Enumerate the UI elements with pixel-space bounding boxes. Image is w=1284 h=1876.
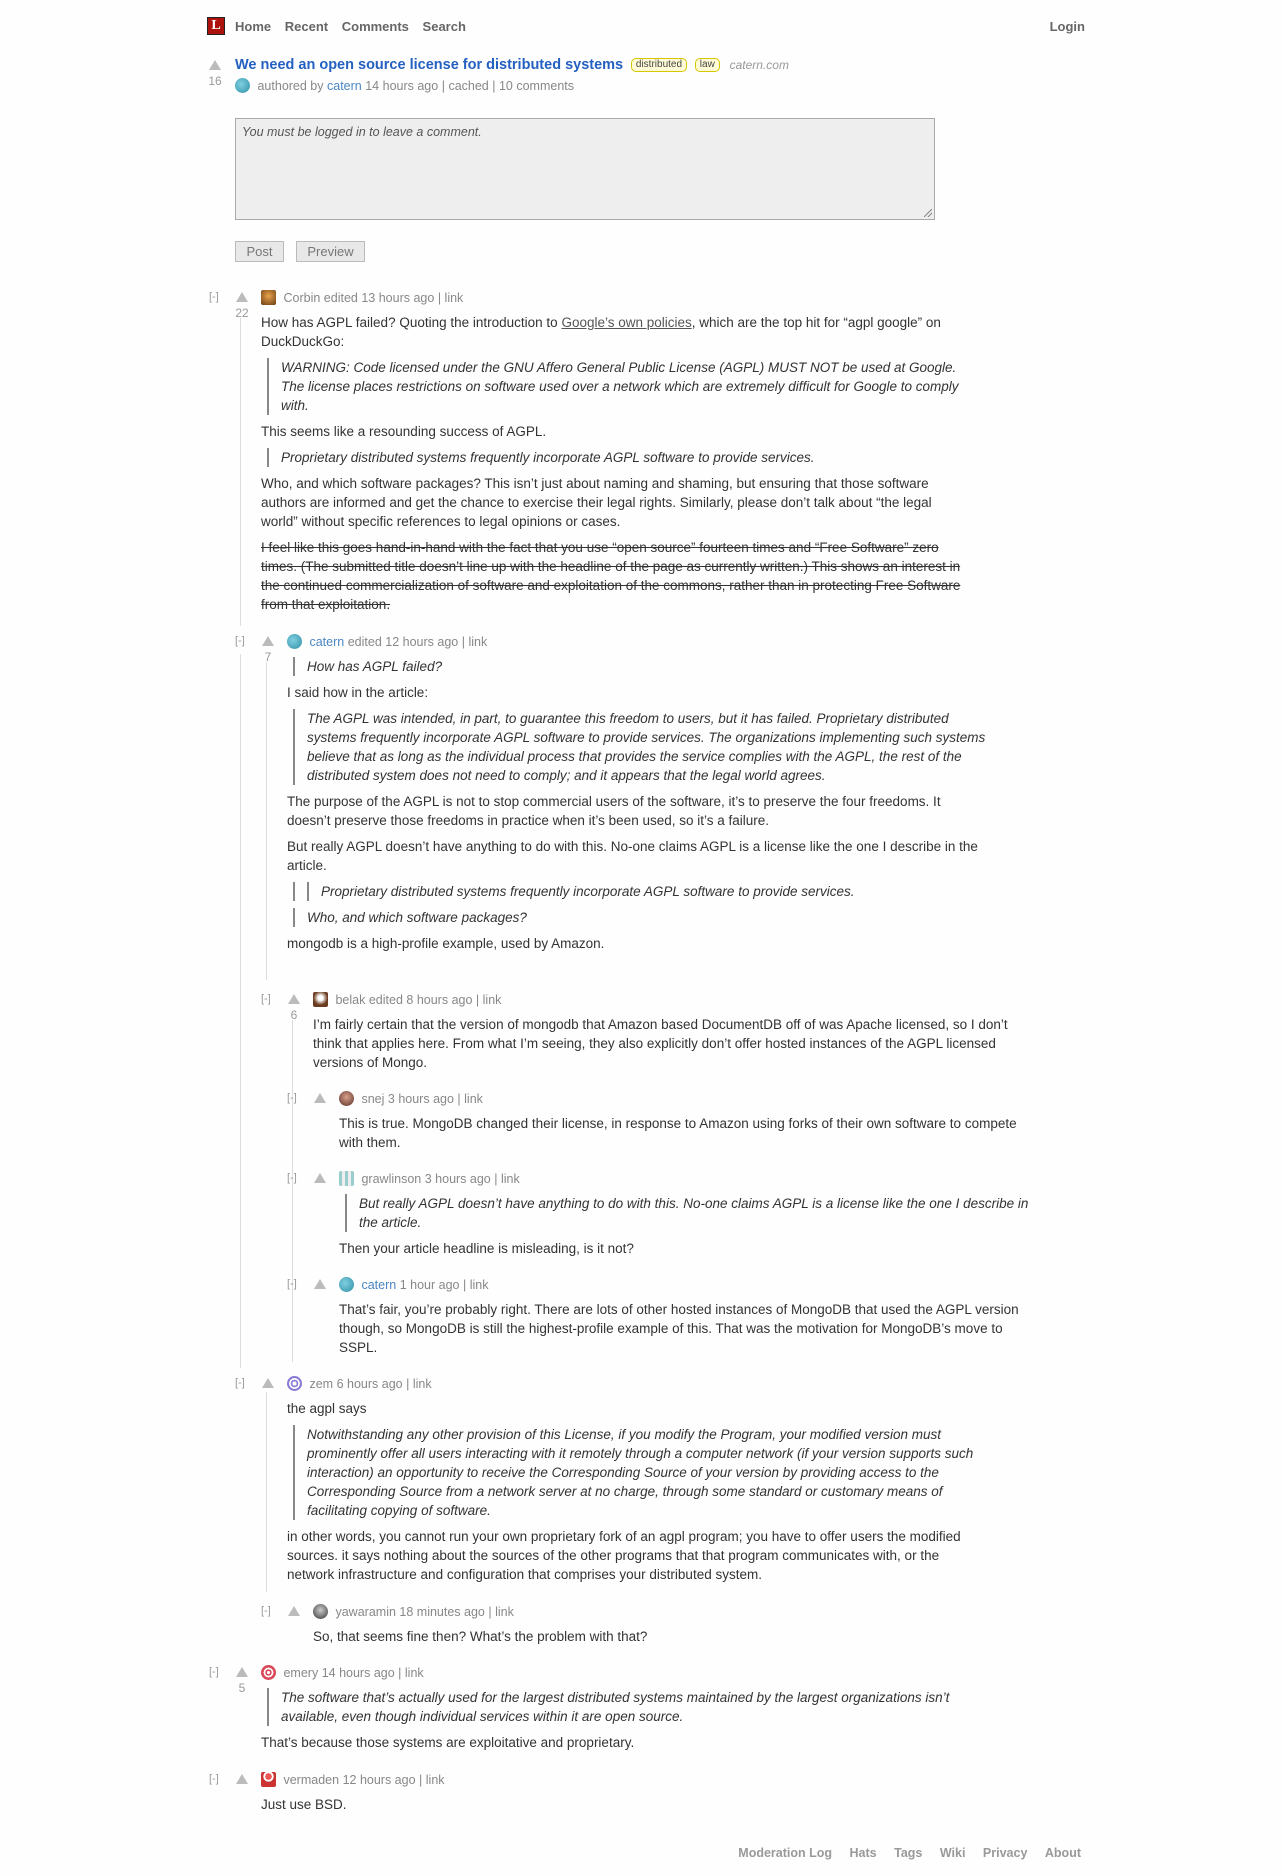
comment-vote <box>312 1091 328 1106</box>
quote: The software that’s actually used for the largest distributed systems maintained by the largest organizations isn’t available, even though individual services within it are open source. <box>267 1688 961 1726</box>
comment-author[interactable]: catern <box>361 1278 397 1292</box>
comment-text: But really AGPL doesn’t have anything to do with this. No-one claims AGPL is a license like the one I describe in the article. <box>287 839 978 873</box>
comment-time: 6 hours ago <box>336 1377 403 1391</box>
comment-text: This seems like a resounding success of AGPL. <box>261 424 547 439</box>
collapse-toggle[interactable]: [-] <box>209 291 219 303</box>
upvote-arrow-icon[interactable] <box>209 60 221 70</box>
upvote-arrow-icon[interactable] <box>314 1173 326 1183</box>
comment-score: 6 <box>290 1008 298 1022</box>
comment-text: Then your article headline is misleading, is it not? <box>339 1241 634 1256</box>
upvote-arrow-icon[interactable] <box>236 1667 248 1677</box>
comment-byline <box>287 1376 432 1391</box>
comment-author[interactable]: catern <box>309 635 345 649</box>
comment-text: mongodb is a high-profile example, used by Amazon. <box>287 936 605 951</box>
quote: Proprietary distributed systems frequently incorporate AGPL software to provide services. <box>307 882 987 901</box>
avatar[interactable] <box>261 1772 276 1787</box>
quote: WARNING: Code licensed under the GNU Affero General Public License (AGPL) MUST NOT be used at Google. The license places restrictions on software used over a network which are extremely difficult for Google to comply with. <box>267 358 961 415</box>
footer-about[interactable]: About <box>1044 1846 1081 1860</box>
footer-wiki[interactable]: Wiki <box>939 1846 966 1860</box>
separator: | <box>492 79 496 93</box>
avatar[interactable] <box>287 1376 302 1391</box>
quote: Notwithstanding any other provision of this License, if you modify the Program, your modified version must prominently offer all users interacting with it remotely through a computer network (if your version supports such interaction) an opportunity to receive the Corresponding Source of your version by providing access to the Corresponding Source from a network server at no charge, through some standard or customary means of facilitating copying of software. <box>293 1425 987 1520</box>
collapse-toggle[interactable]: [-] <box>235 1377 245 1389</box>
resize-grip-icon[interactable] <box>924 209 932 217</box>
comment-author[interactable]: emery <box>283 1666 319 1680</box>
comment-author[interactable]: yawaramin <box>335 1605 396 1619</box>
separator: | <box>398 1666 402 1680</box>
comment-time: 1 hour ago <box>399 1278 460 1292</box>
comment-text: I’m fairly certain that the version of mongodb that Amazon based DocumentDB off of was Apache licensed, so I don’t think that applies here. From what I’m seeing, they also explicitly don’t offer hosted instances of the AGPL licensed versions of Mongo. <box>313 1017 1008 1070</box>
comment-vote <box>312 1277 328 1292</box>
comment-vote <box>286 1604 302 1619</box>
comment-vote <box>260 634 276 664</box>
permalink[interactable]: link <box>444 291 464 305</box>
comment-byline <box>339 1277 488 1292</box>
comment-time: 18 minutes ago <box>399 1605 485 1619</box>
nav-home[interactable]: Home <box>235 19 272 34</box>
separator: | <box>461 635 465 649</box>
comment-author[interactable]: zem <box>309 1377 334 1391</box>
comment-placeholder: You must be logged in to leave a comment. <box>242 125 482 139</box>
preview-button[interactable]: Preview <box>296 241 365 262</box>
tag-distributed[interactable]: distributed <box>631 58 687 72</box>
permalink[interactable]: link <box>425 1773 445 1787</box>
collapse-toggle[interactable]: [-] <box>209 1666 219 1678</box>
comment-body <box>339 1114 1039 1159</box>
comment-time: 14 hours ago <box>321 1666 395 1680</box>
upvote-arrow-icon[interactable] <box>288 994 300 1004</box>
separator: | <box>406 1377 410 1391</box>
avatar[interactable] <box>339 1171 354 1186</box>
comment-text: in other words, you cannot run your own proprietary fork of an agpl program; you have to offer users the modified sources. it says nothing about the sources of the other programs that that program communicates with, or the network infrastructure and configuration that comprises your distributed system. <box>287 1529 961 1582</box>
permalink[interactable]: link <box>404 1666 424 1680</box>
quote: Who, and which software packages? <box>293 908 987 927</box>
comment-time: 3 hours ago <box>424 1172 491 1186</box>
permalink[interactable]: link <box>500 1172 520 1186</box>
footer-privacy[interactable]: Privacy <box>982 1846 1028 1860</box>
quote: How has AGPL failed? <box>293 657 987 676</box>
permalink[interactable]: link <box>469 1278 489 1292</box>
comment-byline <box>313 1604 514 1619</box>
comment-body <box>313 1627 1013 1653</box>
thread-line <box>240 318 241 626</box>
story-domain[interactable]: catern.com <box>729 58 789 72</box>
comment-textarea[interactable] <box>235 118 935 220</box>
separator: | <box>488 1605 492 1619</box>
comment-byline <box>261 1665 424 1680</box>
avatar[interactable] <box>235 78 250 93</box>
header <box>207 17 1085 37</box>
collapse-toggle[interactable]: [-] <box>261 1605 271 1617</box>
upvote-arrow-icon[interactable] <box>314 1093 326 1103</box>
upvote-arrow-icon[interactable] <box>314 1279 326 1289</box>
comment-time: 12 hours ago <box>342 1773 416 1787</box>
comment-byline <box>339 1091 483 1106</box>
comment-text: the agpl says <box>287 1401 367 1416</box>
collapse-toggle[interactable]: [-] <box>261 993 271 1005</box>
story-time: 14 hours ago <box>365 79 439 93</box>
quote: But really AGPL doesn’t have anything to do with this. No-one claims AGPL is a license like the one I describe in the article. <box>345 1194 1039 1232</box>
story-title-row <box>235 57 789 73</box>
comment-text: That’s because those systems are exploitative and proprietary. <box>261 1735 635 1750</box>
edited-label: edited <box>368 993 403 1007</box>
struck-text: I feel like this goes hand-in-hand with the fact that you use “open source” fourteen times and “Free Software” zero times. (The submitted title doesn’t line up with the headline of the page as currently written.) This shows an interest in the continued commercialization of software and exploitation of the commons, rather than in protecting Free Software from that exploitation. <box>261 540 961 612</box>
collapse-toggle[interactable]: [-] <box>235 635 245 647</box>
quote: Proprietary distributed systems frequently incorporate AGPL software to provide services. <box>267 448 961 467</box>
footer <box>724 1846 1081 1860</box>
story-author[interactable]: catern <box>327 79 362 93</box>
comment-body <box>339 1194 1039 1265</box>
permalink[interactable]: link <box>468 635 488 649</box>
main-nav <box>235 19 476 34</box>
comment-byline <box>313 992 501 1007</box>
comment-vote <box>260 1376 276 1391</box>
thread-line <box>266 1392 267 1592</box>
authored-by-label: authored by <box>257 79 324 93</box>
quote: The AGPL was intended, in part, to guarantee this freedom to users, but it has failed. Proprietary distributed systems frequently incorporate AGPL software to provide services. The organizations implementing such systems believe that as long as the individual process that provides the service complies with the AGPL, the rest of the distributed system does not need to comply; and it appears that the legal world agrees. <box>293 709 987 785</box>
comment-score: 7 <box>264 650 272 664</box>
tag-law[interactable]: law <box>695 58 720 72</box>
nested-quote <box>293 882 987 901</box>
comment-body <box>287 1399 987 1591</box>
comment-body <box>261 1688 961 1759</box>
edited-label: edited <box>347 635 382 649</box>
separator: | <box>419 1773 423 1787</box>
separator: | <box>475 993 480 1007</box>
avatar[interactable] <box>313 992 328 1007</box>
comment-vote <box>234 1772 250 1787</box>
comment-vote <box>286 992 302 1022</box>
cached-link[interactable]: cached <box>448 79 489 93</box>
upvote-arrow-icon[interactable] <box>236 1774 248 1784</box>
thread-line <box>240 654 241 1368</box>
nav-recent[interactable]: Recent <box>284 19 329 34</box>
comment-time: 8 hours ago <box>406 993 473 1007</box>
thread-line <box>292 1300 293 1362</box>
comment-body <box>339 1300 1044 1364</box>
nav-comments[interactable]: Comments <box>341 19 409 34</box>
comment-vote <box>312 1171 328 1186</box>
story-vote <box>207 58 223 88</box>
comment-score: 5 <box>238 1681 246 1695</box>
comment-author[interactable]: Corbin <box>283 291 321 305</box>
site-logo[interactable]: L <box>207 17 225 35</box>
comment-body <box>287 657 987 960</box>
comment-text: Just use BSD. <box>261 1797 347 1812</box>
comment-author[interactable]: belak <box>335 993 366 1007</box>
permalink[interactable]: link <box>464 1092 483 1106</box>
comment-author[interactable]: grawlinson <box>361 1172 422 1186</box>
comment-text: The purpose of the AGPL is not to stop commercial users of the software, it’s to preserve the four freedoms. It doesn’t preserve those freedoms in practice when it’s been used, so it’s a failure. <box>287 794 941 828</box>
comment-time: 3 hours ago <box>387 1092 454 1106</box>
avatar[interactable] <box>339 1277 354 1292</box>
separator: | <box>457 1092 461 1106</box>
comment-author[interactable]: snej <box>361 1092 385 1106</box>
avatar[interactable] <box>261 1665 276 1680</box>
avatar[interactable] <box>313 1604 328 1619</box>
comment-byline <box>261 290 463 305</box>
nav-search[interactable]: Search <box>422 19 466 34</box>
comment-text: This is true. MongoDB changed their license, in response to Amazon using forks of their own software to compete with them. <box>339 1116 1017 1150</box>
comment-byline <box>339 1171 520 1186</box>
post-button[interactable]: Post <box>235 241 284 262</box>
story-title-link[interactable]: We need an open source license for distributed systems <box>235 57 624 73</box>
upvote-arrow-icon[interactable] <box>236 292 248 302</box>
thread-line <box>292 1180 293 1258</box>
collapse-toggle[interactable]: [-] <box>287 1092 297 1104</box>
separator: | <box>441 79 445 93</box>
thread-line <box>292 1100 293 1160</box>
comment-author[interactable]: vermaden <box>283 1773 340 1787</box>
comment-vote <box>234 290 250 320</box>
comment-text: That’s fair, you’re probably right. There are lots of other hosted instances of MongoDB that used the AGPL version though, so MongoDB is still the highest-profile example of this. That was the motivation for MongoDB’s move to SSPL. <box>339 1302 1019 1355</box>
upvote-arrow-icon[interactable] <box>262 1378 274 1388</box>
separator: | <box>437 291 442 305</box>
footer-hats[interactable]: Hats <box>849 1846 877 1860</box>
separator: | <box>494 1172 498 1186</box>
google-policies-link[interactable]: Google’s own policies <box>561 315 692 330</box>
avatar[interactable] <box>287 634 302 649</box>
comment-score: 22 <box>235 306 249 320</box>
avatar[interactable] <box>339 1091 354 1106</box>
story-score: 16 <box>208 74 222 88</box>
comment-time: 13 hours ago <box>361 291 435 305</box>
comment-body <box>313 1015 1038 1079</box>
collapse-toggle[interactable]: [-] <box>287 1172 297 1184</box>
comment-text: , which are the top hit for “agpl google” on DuckDuckGo: <box>261 315 941 349</box>
comment-time: 12 hours ago <box>385 635 459 649</box>
comment-byline <box>261 1772 445 1787</box>
permalink[interactable]: link <box>412 1377 432 1391</box>
collapse-toggle[interactable]: [-] <box>287 1278 297 1290</box>
comment-byline <box>287 634 487 649</box>
comment-text: I said how in the article: <box>287 685 429 700</box>
thread-line <box>266 662 267 980</box>
comment-body <box>261 1795 961 1821</box>
comment-text: How has AGPL failed? Quoting the introduction to <box>261 315 562 330</box>
permalink[interactable]: link <box>495 1605 514 1619</box>
edited-label: edited <box>323 291 358 305</box>
story-byline <box>235 78 574 93</box>
avatar[interactable] <box>261 290 276 305</box>
comment-text: So, that seems fine then? What’s the problem with that? <box>313 1629 648 1644</box>
collapse-toggle[interactable]: [-] <box>209 1773 219 1785</box>
permalink[interactable]: link <box>482 993 502 1007</box>
footer-moderation-log[interactable]: Moderation Log <box>738 1846 833 1860</box>
upvote-arrow-icon[interactable] <box>262 636 274 646</box>
upvote-arrow-icon[interactable] <box>288 1606 300 1616</box>
comment-text: Who, and which software packages? This isn’t just about naming and shaming, but ensuring that those software authors are informed and get the chance to exercise their legal rights. Similarly, please don’t talk about “the legal world” without specific references to legal opinions or cases. <box>261 476 932 529</box>
login-link[interactable]: Login <box>1049 19 1085 34</box>
separator: | <box>462 1278 467 1292</box>
footer-tags[interactable]: Tags <box>894 1846 923 1860</box>
comment-body <box>261 313 961 621</box>
comments-count-link[interactable]: 10 comments <box>498 79 574 93</box>
comment-vote <box>234 1665 250 1695</box>
